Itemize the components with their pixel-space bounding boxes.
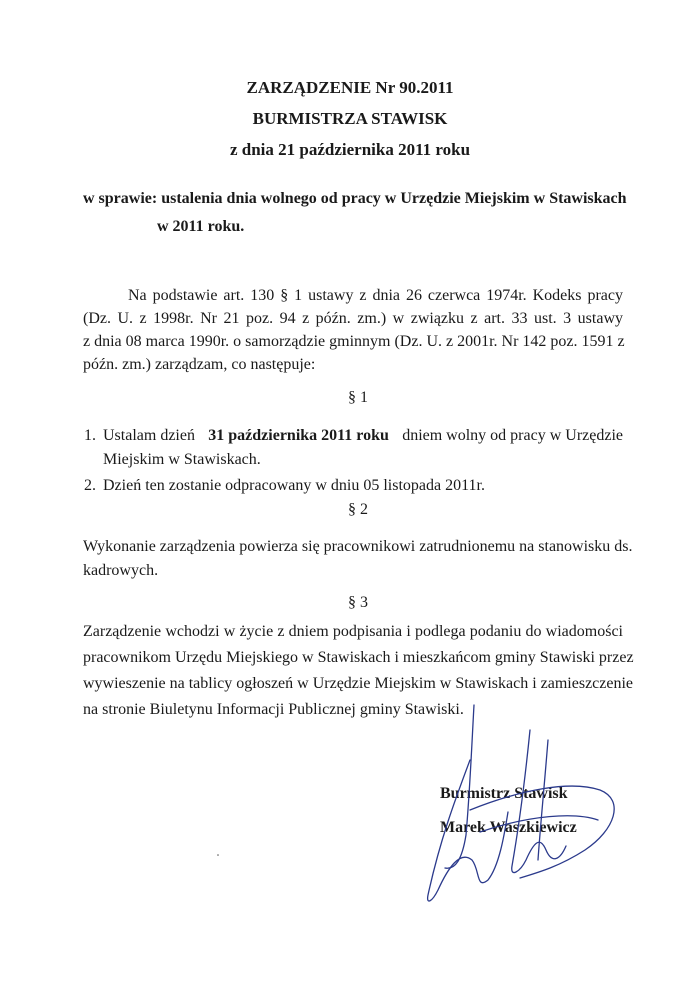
subject-line-1: w sprawie: ustalenia dnia wolnego od pracy w Urzędzie Miejskim w Stawiskach xyxy=(83,190,627,207)
list-item-1 xyxy=(103,427,623,445)
signature-strokes xyxy=(428,705,615,901)
section-2-heading: § 2 xyxy=(348,501,368,518)
list-item-2: Dzień ten zostanie odpracowany w dniu 05 listopada 2011r. xyxy=(103,477,485,494)
item-1-date: 31 października 2011 roku xyxy=(208,427,389,444)
document-date: z dnia 21 października 2011 roku xyxy=(229,140,471,159)
section-3-heading: § 3 xyxy=(348,594,368,611)
section-3-line-3: wywieszenie na tablicy ogłoszeń w Urzędzie Miejskim w Stawiskach i zamieszczenie xyxy=(83,675,634,692)
section-3-line-1: Zarządzenie wchodzi w życie z dniem podpisania i podlega podaniu do wiadomości xyxy=(83,623,623,640)
preamble-line-3: z dnia 08 marca 1990r. o samorządzie gminnym (Dz. U. z 2001r. Nr 142 poz. 1591 z xyxy=(83,333,625,350)
section-2-line-1: Wykonanie zarządzenia powierza się pracownikowi zatrudnionemu na stanowisku ds. xyxy=(83,538,633,555)
section-2-line-2: kadrowych. xyxy=(83,562,159,579)
section-1-heading: § 1 xyxy=(348,389,368,406)
section-3-line-2: pracownikom Urzędu Miejskiego w Stawiskach i mieszkańcom gminy Stawiski przez xyxy=(83,649,634,666)
item-1-text-end: dniem wolny od pracy w Urzędzie xyxy=(402,427,623,444)
preamble-line-2: (Dz. U. z 1998r. Nr 21 poz. 94 z późn. zm.) w związku z art. 33 ust. 3 ustawy xyxy=(83,310,623,327)
subject-line-2: w 2011 roku. xyxy=(157,218,245,235)
signatory-name: Marek Waszkiewicz xyxy=(440,819,577,836)
preamble-line-1: Na podstawie art. 130 § 1 ustawy z dnia 26 czerwca 1974r. Kodeks pracy xyxy=(128,287,623,304)
issuer-title: BURMISTRZA STAWISK xyxy=(252,109,448,128)
section-3-line-4: na stronie Biuletynu Informacji Publicznej gminy Stawiski. xyxy=(83,701,464,718)
list-item-number: 2. xyxy=(84,477,96,494)
item-1-text-start: Ustalam dzień xyxy=(103,427,195,444)
preamble-line-4: późn. zm.) zarządzam, co następuje: xyxy=(83,356,316,373)
signatory-title: Burmistrz Stawisk xyxy=(440,785,568,802)
list-item-number: 1. xyxy=(84,427,96,444)
list-item-1-continuation: Miejskim w Stawiskach. xyxy=(103,451,261,468)
ink-speck xyxy=(217,854,219,856)
document-title: ZARZĄDZENIE Nr 90.2011 xyxy=(246,78,454,97)
